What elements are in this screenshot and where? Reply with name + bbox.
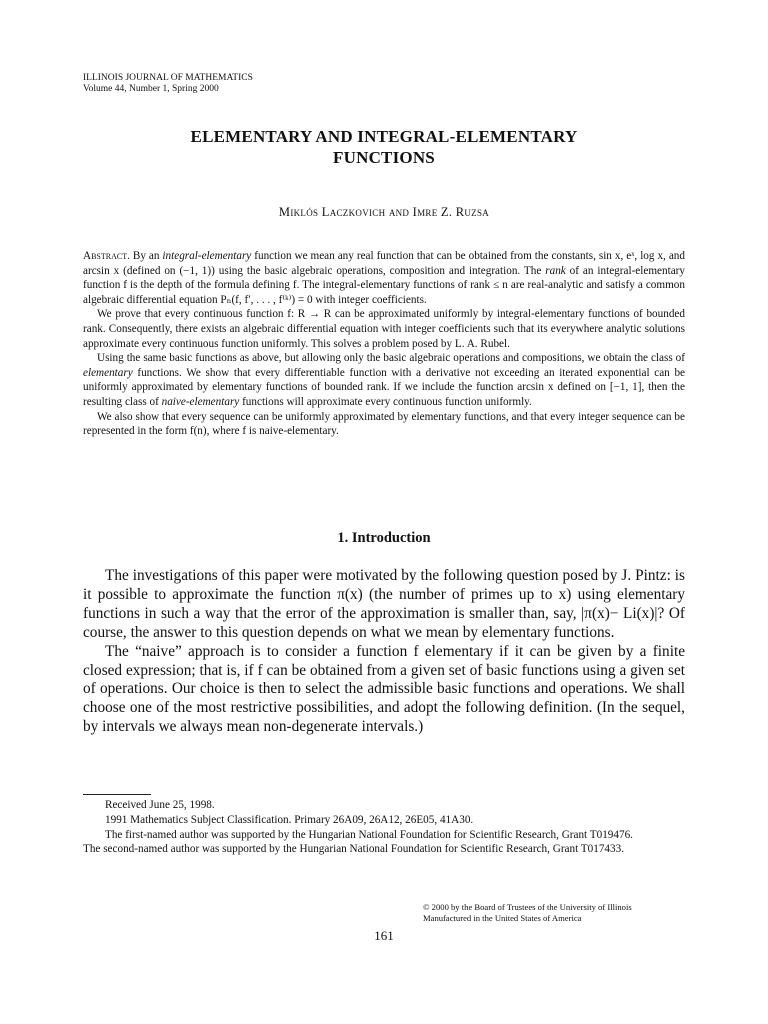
body-paragraph: The “naive” approach is to consider a function f elementary if it can be given by a finite closed expression; that is, if f can be obtained from a given set of basic functions using a given set of operations. Our choice is then to select the admissible basic functions and operations. We shall choose one of the most restrictive possibilities, and adopt the following definition. (In the sequel, by intervals we always mean non-degenerate intervals.)	[83, 642, 685, 736]
footnote-support-2: The second-named author was supported by the Hungarian National Foundation for Scientific Research, Grant T017433.	[83, 843, 624, 856]
abstract-paragraph	[83, 351, 685, 409]
abstract-paragraph: We prove that every continuous function f: R → R can be approximated uniformly by integral-elementary functions of bounded rank. Consequently, there exists an algebraic differential equation with integer coefficients such that its everywhere analytic solutions approximate every continuous function uniformly. This solves a problem posed by L. A. Rubel.	[83, 308, 685, 350]
abstract-text: of an integral-elementary function f is the depth of the formula defining f. The integral-elementary functions of rank ≤ n are real-analytic and satisfy a common algebraic differential equation Pₙ(f, f′, . . . , f⁽ᵏ⁾) = 0 with integer coefficients.	[83, 264, 685, 306]
abstract-emphasis: elementary	[83, 366, 133, 379]
footnote-received: Received June 25, 1998.	[105, 799, 215, 811]
journal-name: ILLINOIS JOURNAL OF MATHEMATICS	[83, 73, 253, 83]
abstract-emphasis: integral-elementary	[162, 250, 252, 262]
journal-header	[83, 73, 253, 95]
copyright-line-1: © 2000 by the Board of Trustees of the University of Illinois	[423, 902, 632, 912]
abstract-emphasis: naive-elementary	[161, 395, 240, 408]
journal-volume: Volume 44, Number 1, Spring 2000	[83, 84, 219, 94]
abstract-label: Abstract.	[83, 250, 130, 262]
abstract-emphasis: rank	[545, 264, 566, 277]
abstract-text: By an	[129, 250, 163, 262]
footnote-support-1: The first-named author was supported by the Hungarian National Foundation for Scientific Research, Grant T019476.	[105, 828, 633, 841]
body-paragraph: The investigations of this paper were motivated by the following question posed by J. Pintz: is it possible to approximate the function π(x) (the number of primes up to x) using elementary functions in such a way that the error of the approximation is smaller than, say, |π(x)− Li(x)|? Of course, the answer to this question depends on what we mean by elementary functions.	[83, 567, 685, 641]
title-line-2: FUNCTIONS	[333, 148, 435, 167]
body-text	[83, 567, 685, 737]
abstract-paragraph	[83, 249, 685, 307]
copyright-line-2: Manufactured in the United States of America	[423, 912, 582, 923]
abstract	[83, 249, 685, 439]
page-number: 161	[374, 928, 394, 943]
footnotes	[83, 798, 685, 857]
abstract-paragraph: We also show that every sequence can be uniformly approximated by elementary functions, and that every integer sequence can be represented in the form f(n), where f is naive-elementary.	[83, 410, 685, 438]
authors: Miklós Laczkovich and Imre Z. Ruzsa	[278, 205, 490, 219]
footnote-rule	[83, 794, 151, 795]
abstract-text: functions. We show that every differentiable function with a derivative not exceeding an iterated exponential can be uniformly approximated by elementary functions of bounded rank. If we include the function arcsin x defined on [−1, 1], then the resulting class of	[83, 366, 685, 408]
title-line-1: ELEMENTARY AND INTEGRAL-ELEMENTARY	[190, 127, 578, 146]
paper-title	[83, 126, 685, 168]
footnote-msc: 1991 Mathematics Subject Classification. Primary 26A09, 26A12, 26E05, 41A30.	[105, 813, 474, 826]
copyright-notice	[423, 902, 632, 923]
section-heading: 1. Introduction	[337, 530, 431, 546]
abstract-text: function we mean any real function that can be obtained from the constants, sin x, eˣ, log x, and arcsin x (defined on (−1, 1)) using the basic algebraic operations, composition and integration. The	[83, 250, 685, 277]
abstract-text: Using the same basic functions as above, but allowing only the basic algebraic operations and compositions, we obtain the class of	[97, 352, 685, 365]
abstract-text: functions will approximate every continuous function uniformly.	[239, 395, 532, 408]
